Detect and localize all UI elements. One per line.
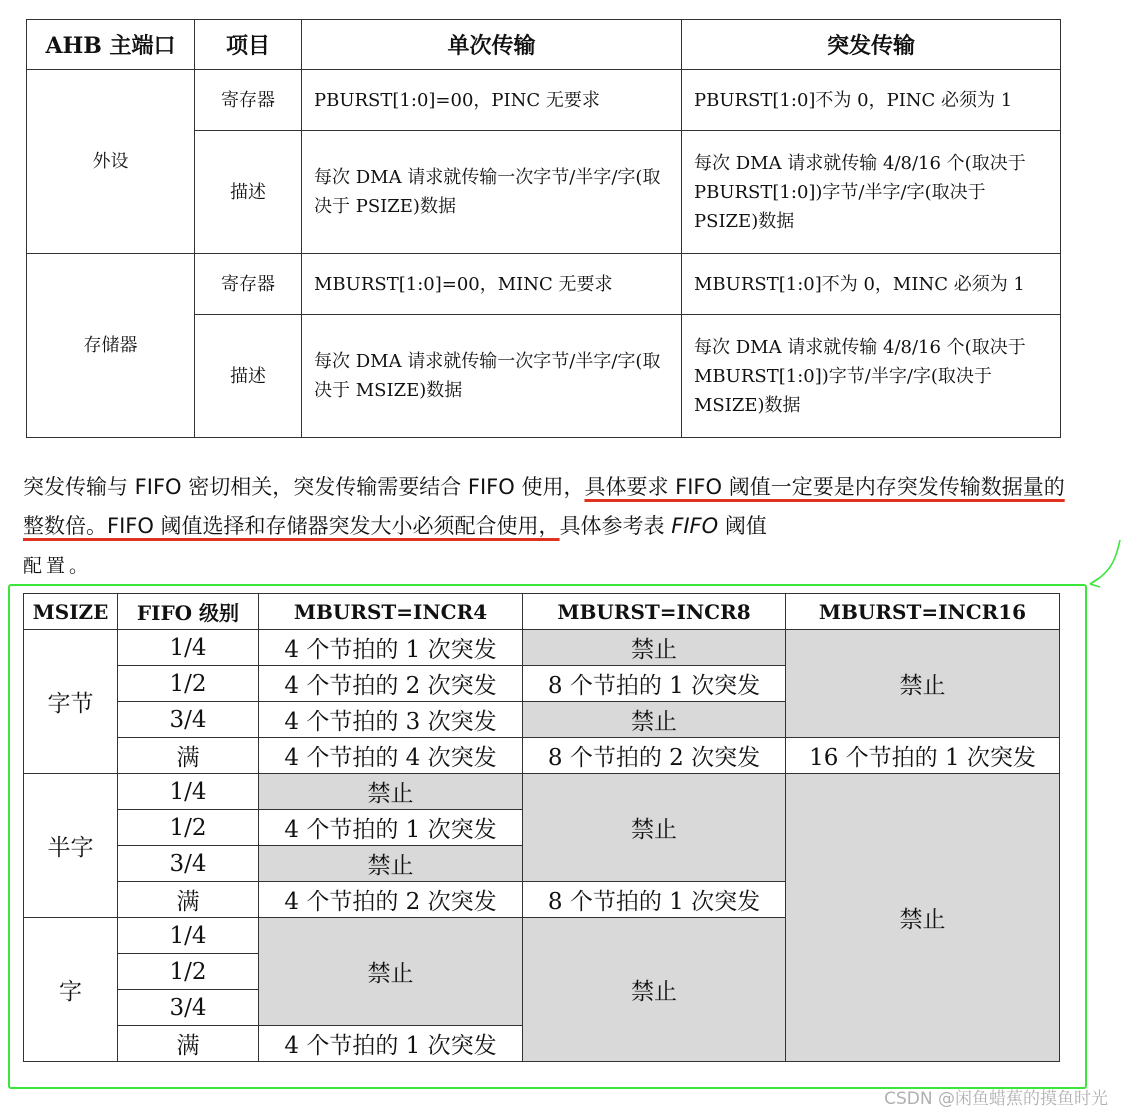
burst-config-table bbox=[26, 19, 1061, 438]
explanation-paragraph bbox=[23, 468, 1065, 586]
table-cell: 4 个节拍的 1 次突发 bbox=[259, 630, 523, 666]
peripheral-desc-burst: 每次 DMA 请求就传输 4/8/16 个(取决于 PBURST[1:0])字节/半字/字(取决于 PSIZE)数据 bbox=[682, 131, 1061, 254]
memory-desc-burst: 每次 DMA 请求就传输 4/8/16 个(取决于 MBURST[1:0])字节/半字/字(取决于 MSIZE)数据 bbox=[682, 315, 1061, 438]
msize-half-word: 半字 bbox=[24, 774, 118, 918]
port-peripheral: 外设 bbox=[27, 70, 195, 254]
table-cell: 4 个节拍的 1 次突发 bbox=[259, 1026, 523, 1062]
table-row bbox=[24, 630, 1060, 666]
table-cell-forbidden: 禁止 bbox=[523, 702, 786, 738]
fifo-level: 1/2 bbox=[118, 954, 259, 990]
peripheral-desc-single: 每次 DMA 请求就传输一次字节/半字/字(取决于 PSIZE)数据 bbox=[302, 131, 682, 254]
table-row bbox=[27, 70, 1061, 131]
header-incr16: MBURST=INCR16 bbox=[786, 594, 1060, 630]
fifo-level: 3/4 bbox=[118, 846, 259, 882]
header-burst-transfer: 突发传输 bbox=[682, 20, 1061, 70]
item-description: 描述 bbox=[195, 131, 302, 254]
fifo-level: 1/2 bbox=[118, 666, 259, 702]
memory-register-single: MBURST[1:0]=00，MINC 无要求 bbox=[302, 254, 682, 315]
header-incr4: MBURST=INCR4 bbox=[259, 594, 523, 630]
paragraph-text: 突发传输与 FIFO 密切相关，突发传输需要结合 FIFO 使用， bbox=[23, 475, 585, 499]
table-cell: 4 个节拍的 2 次突发 bbox=[259, 882, 523, 918]
header-single-transfer: 单次传输 bbox=[302, 20, 682, 70]
peripheral-register-single: PBURST[1:0]=00，PINC 无要求 bbox=[302, 70, 682, 131]
table-cell-forbidden: 禁止 bbox=[259, 774, 523, 810]
table-cell: 8 个节拍的 1 次突发 bbox=[523, 882, 786, 918]
table-cell: 16 个节拍的 1 次突发 bbox=[786, 738, 1060, 774]
fifo-level: 1/4 bbox=[118, 630, 259, 666]
table-header-row bbox=[24, 594, 1060, 630]
underlined-emphasis: 具体要求 FIFO 阈值一定要是内存突发传输数据量的整数倍。FIFO 阈值选择和存储器突发大小必须配合使用， bbox=[23, 475, 1065, 538]
port-memory: 存储器 bbox=[27, 254, 195, 438]
fifo-level: 3/4 bbox=[118, 702, 259, 738]
header-incr8: MBURST=INCR8 bbox=[523, 594, 786, 630]
item-register: 寄存器 bbox=[195, 70, 302, 131]
table-cell-forbidden: 禁止 bbox=[786, 774, 1060, 1062]
fifo-threshold-table bbox=[23, 593, 1060, 1062]
table-row bbox=[27, 254, 1061, 315]
table-row bbox=[24, 774, 1060, 810]
header-ahb-port: AHB 主端口 bbox=[27, 20, 195, 70]
table-header-row bbox=[27, 20, 1061, 70]
table-row bbox=[24, 738, 1060, 774]
table-cell-forbidden: 禁止 bbox=[786, 630, 1060, 738]
table-reference: FIFO bbox=[671, 514, 719, 538]
fifo-level: 3/4 bbox=[118, 990, 259, 1026]
table-cell-forbidden: 禁止 bbox=[259, 918, 523, 1026]
table-cell-forbidden: 禁止 bbox=[523, 918, 786, 1062]
fifo-level: 1/4 bbox=[118, 774, 259, 810]
table-cell: 4 个节拍的 4 次突发 bbox=[259, 738, 523, 774]
header-fifo-level: FIFO 级别 bbox=[118, 594, 259, 630]
table-cell: 8 个节拍的 1 次突发 bbox=[523, 666, 786, 702]
msize-byte: 字节 bbox=[24, 630, 118, 774]
paragraph-text: 阈值 bbox=[718, 514, 767, 538]
watermark: CSDN @闲鱼蜡蕉的摸鱼时光 bbox=[884, 1089, 1108, 1109]
paragraph-text: 具体参考表 bbox=[559, 514, 672, 538]
table-cell: 4 个节拍的 3 次突发 bbox=[259, 702, 523, 738]
paragraph-tail: 配置。 bbox=[23, 555, 93, 577]
fifo-level: 满 bbox=[118, 882, 259, 918]
item-description: 描述 bbox=[195, 315, 302, 438]
table-cell: 4 个节拍的 2 次突发 bbox=[259, 666, 523, 702]
memory-desc-single: 每次 DMA 请求就传输一次字节/半字/字(取决于 MSIZE)数据 bbox=[302, 315, 682, 438]
table-cell-forbidden: 禁止 bbox=[523, 630, 786, 666]
fifo-level: 1/4 bbox=[118, 918, 259, 954]
fifo-level: 1/2 bbox=[118, 810, 259, 846]
peripheral-register-burst: PBURST[1:0]不为 0，PINC 必须为 1 bbox=[682, 70, 1061, 131]
table-cell: 4 个节拍的 1 次突发 bbox=[259, 810, 523, 846]
arrow-icon bbox=[1082, 536, 1122, 592]
table-cell-forbidden: 禁止 bbox=[523, 774, 786, 882]
table-cell: 8 个节拍的 2 次突发 bbox=[523, 738, 786, 774]
memory-register-burst: MBURST[1:0]不为 0，MINC 必须为 1 bbox=[682, 254, 1061, 315]
table-cell-forbidden: 禁止 bbox=[259, 846, 523, 882]
fifo-level: 满 bbox=[118, 738, 259, 774]
fifo-level: 满 bbox=[118, 1026, 259, 1062]
item-register: 寄存器 bbox=[195, 254, 302, 315]
header-item: 项目 bbox=[195, 20, 302, 70]
header-msize: MSIZE bbox=[24, 594, 118, 630]
msize-word: 字 bbox=[24, 918, 118, 1062]
